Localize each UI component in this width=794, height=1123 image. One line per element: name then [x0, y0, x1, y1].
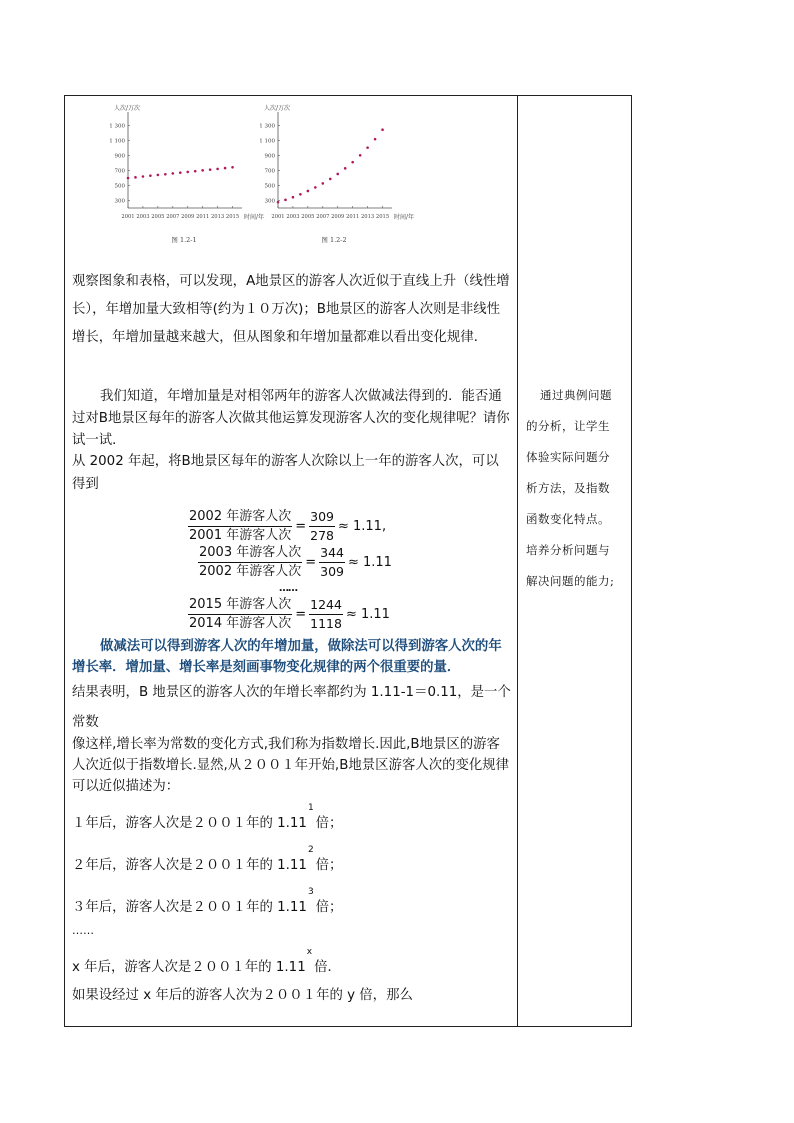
approx-result: ≈ 1.11 — [345, 607, 390, 622]
data-point — [149, 174, 152, 177]
data-point — [186, 171, 189, 174]
x-tick-label: 2015 — [225, 214, 240, 220]
data-point — [277, 201, 280, 204]
note-line: 函数变化特点。 — [526, 512, 610, 526]
y-tick-label: 900 — [114, 153, 125, 160]
equals-sign: = — [295, 519, 307, 534]
data-point — [299, 193, 302, 196]
exponential-paragraph: 像这样,增长率为常数的变化方式,我们称为指数增长.因此,B地景区的游客人次近似于指数增长.显然,从２００１年开始,B地景区游客人次的变化规律可以近似描述为： — [72, 737, 510, 794]
data-point — [336, 173, 339, 176]
data-point — [134, 176, 137, 179]
data-point — [329, 178, 332, 181]
fraction-denominator: 1118 — [310, 616, 342, 631]
label-fraction — [188, 509, 292, 544]
series-exponent: 2 — [307, 844, 314, 855]
label-fraction — [188, 597, 292, 632]
y-tick-label: 1 100 — [109, 138, 125, 145]
data-point — [172, 172, 175, 175]
fraction-denominator: 2002 年游客人次 — [199, 564, 302, 579]
data-point — [284, 199, 287, 202]
data-point — [344, 167, 347, 170]
x-axis-label: 时间/年 — [244, 214, 265, 221]
value-fraction — [309, 597, 343, 632]
series-prefix: x 年后，游客人次是２００１年的 1.11 — [72, 960, 306, 975]
result-paragraph: 结果表明，B 地景区的游客人次的年增长率都约为 1.11-1＝0.11，是一个常数 — [72, 685, 511, 730]
data-point — [292, 196, 295, 199]
fraction-numerator: 2002 年游客人次 — [188, 509, 292, 527]
data-point — [374, 138, 377, 141]
x-tick-label: 2003 — [286, 214, 300, 220]
y-tick-label: 1 100 — [259, 138, 275, 145]
observe-paragraph: 观察图象和表格，可以发现，A地景区的游客人次近似于直线上升（线性增长），年增加量大致相等(约为１０万次)；B地景区的游客人次则是非线性增长，年增加量越来越大，但从图象和年增加量都难以看出变化规律． — [72, 274, 510, 345]
x-tick-label: 2007 — [316, 214, 330, 220]
key-point-note — [72, 636, 512, 678]
fraction-denominator: 2001 年游客人次 — [189, 528, 292, 543]
y-tick-label: 700 — [264, 168, 275, 175]
y-tick-label: 300 — [264, 198, 275, 205]
series-suffix: 倍； — [315, 858, 343, 873]
data-point — [224, 167, 227, 170]
y-tick-label: 500 — [264, 183, 275, 190]
x-tick-label: 2013 — [210, 214, 225, 220]
column-divider — [517, 95, 518, 1027]
fraction-denominator: 2014 年游客人次 — [189, 616, 292, 631]
approx-result: ≈ 1.11 — [347, 555, 392, 570]
y-tick-label: 700 — [114, 168, 125, 175]
note-line: 的分析，让学生 — [526, 419, 610, 433]
data-point — [194, 170, 197, 173]
series-suffix: 倍； — [315, 900, 343, 915]
fraction-numerator: 344 — [319, 545, 345, 563]
y-tick-label: 900 — [264, 153, 275, 160]
series-exponent: 1 — [307, 802, 314, 813]
fraction-ellipsis: …… — [279, 583, 297, 594]
series-line-3 — [72, 886, 343, 915]
series-suffix: 倍． — [314, 960, 341, 975]
key-point-text: 做减法可以得到游客人次的年增加量，做除法可以得到游客人次的年增长率．增加量、增长率是刻画事物变化规律的两个很重要的量． — [72, 639, 502, 675]
figure-caption: 图 1.2-1 — [171, 236, 197, 244]
data-point — [179, 171, 182, 174]
fraction-denominator: 278 — [310, 528, 334, 543]
y-tick-label: 300 — [114, 198, 125, 205]
equals-sign: = — [295, 607, 307, 622]
figure-caption: 图 1.2-2 — [321, 236, 347, 244]
y-tick-label: 1 300 — [109, 123, 125, 130]
label-fraction — [198, 545, 302, 580]
fraction-numerator: 2003 年游客人次 — [198, 545, 302, 563]
series-prefix: １年后，游客人次是２００１年的 1.11 — [72, 816, 307, 831]
if-set-line: 如果设经过 x 年后的游客人次为２００１年的 y 倍，那么 — [72, 988, 413, 1003]
data-point — [201, 169, 204, 172]
x-tick-label: 2009 — [331, 214, 345, 220]
x-tick-label: 2005 — [301, 214, 315, 220]
known-paragraph — [72, 386, 512, 452]
known-text: 我们知道，年增加量是对相邻两年的游客人次做减法得到的．能否通过对B地景区每年的游客人次做其他运算发现游客人次的变化规律呢？请你试一试． — [72, 389, 510, 448]
value-fraction — [319, 545, 345, 580]
fraction-row — [188, 597, 390, 632]
note-line: 培养分析问题与 — [526, 543, 610, 557]
teaching-note — [526, 380, 626, 597]
note-line: 解决问题的能力; — [526, 574, 615, 588]
y-axis-label: 人次/万次 — [264, 105, 291, 112]
data-point — [359, 154, 362, 157]
x-tick-label: 2011 — [346, 214, 360, 220]
x-tick-label: 2007 — [166, 214, 180, 220]
x-tick-label: 2015 — [375, 214, 390, 220]
data-point — [157, 174, 160, 177]
y-axis-label: 人次/万次 — [114, 105, 141, 112]
data-point — [142, 175, 145, 178]
value-fraction — [309, 509, 335, 544]
x-axis-label: 时间/年 — [394, 214, 415, 221]
y-tick-label: 1 300 — [259, 123, 275, 130]
approx-result: ≈ 1.11, — [337, 519, 387, 534]
x-tick-label: 2001 — [271, 214, 285, 220]
fraction-row — [188, 509, 386, 544]
data-point — [314, 186, 317, 189]
x-tick-label: 2013 — [360, 214, 375, 220]
fraction-numerator: 309 — [309, 509, 335, 527]
fraction-row — [198, 545, 392, 580]
figure-pair — [109, 104, 444, 254]
series-line-x — [72, 946, 341, 975]
series-exponent: 3 — [307, 886, 314, 897]
data-point — [216, 168, 219, 171]
series-prefix: ３年后，游客人次是２００１年的 1.11 — [72, 900, 307, 915]
series-exponent: x — [306, 946, 313, 957]
series-line-1 — [72, 802, 343, 831]
data-point — [351, 161, 354, 164]
data-point — [366, 146, 369, 149]
data-point — [127, 177, 130, 180]
note-line: 析方法，及指数 — [526, 481, 610, 495]
x-tick-label: 2001 — [121, 214, 135, 220]
equals-sign: = — [305, 555, 317, 570]
fraction-numerator: 2015 年游客人次 — [188, 597, 292, 615]
note-line: 体验实际问题分 — [526, 450, 610, 464]
from2002-paragraph: 从 2002 年起，将B地景区每年的游客人次除以上一年的游客人次，可以得到 — [72, 454, 499, 492]
series-prefix: ２年后，游客人次是２００１年的 1.11 — [72, 858, 307, 873]
series-ellipsis: …… — [72, 924, 94, 937]
data-point — [209, 168, 212, 171]
data-point — [231, 166, 234, 169]
data-point — [164, 173, 167, 176]
series-line-2 — [72, 844, 343, 873]
x-tick-label: 2009 — [181, 214, 195, 220]
note-line: 通过典例问题 — [540, 388, 612, 402]
data-point — [307, 190, 310, 193]
data-point — [381, 128, 384, 131]
fraction-numerator: 1244 — [309, 597, 343, 615]
data-point — [322, 182, 325, 185]
y-tick-label: 500 — [114, 183, 125, 190]
charts-svg — [109, 104, 444, 254]
x-tick-label: 2011 — [196, 214, 210, 220]
fraction-denominator: 309 — [320, 564, 344, 579]
series-suffix: 倍； — [315, 816, 343, 831]
x-tick-label: 2003 — [136, 214, 150, 220]
x-tick-label: 2005 — [151, 214, 165, 220]
